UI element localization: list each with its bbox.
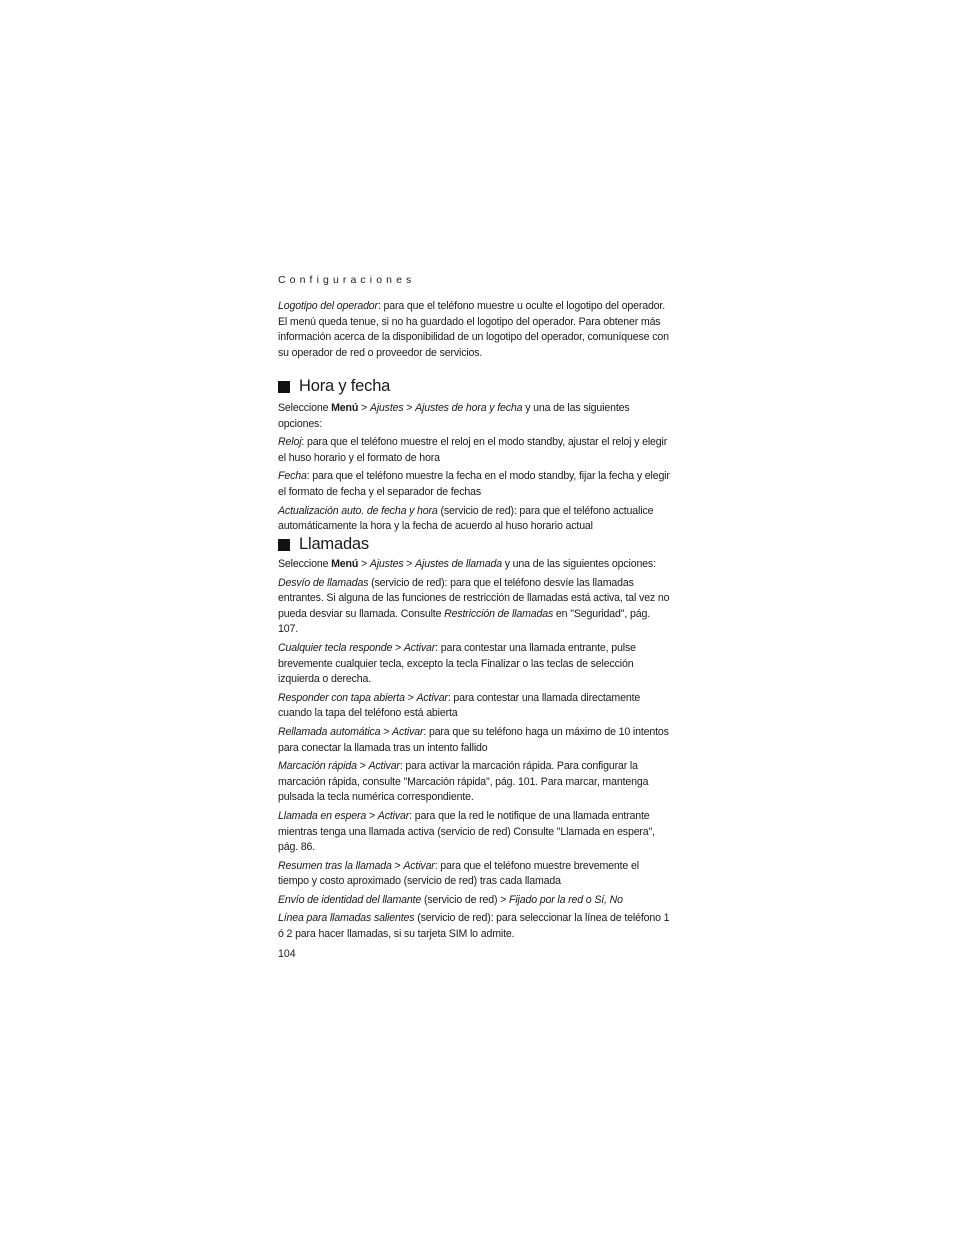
desvio-ref: Restricción de llamadas bbox=[444, 607, 554, 620]
hora-item-term: Actualización auto. de fecha y hora bbox=[278, 504, 438, 517]
llamadas-item-sep: > bbox=[380, 725, 393, 738]
llamadas-item-term2: Activar bbox=[403, 859, 435, 872]
llamadas-item-term2: Activar bbox=[403, 641, 436, 654]
hora-heading bbox=[278, 377, 390, 396]
hora-select-line bbox=[278, 401, 670, 432]
hora-sep1: > bbox=[358, 402, 370, 414]
desvio-text: (servicio de red): para que el teléfono desvíe las llamadas entrantes. Si alguna de las funciones de restricción de llamadas está activa, tal vez no pueda desviar su llamada. Consulte bbox=[278, 576, 670, 620]
llamadas-item-envio bbox=[278, 893, 670, 909]
llamadas-item-text: : para contestar una llamada directamente cuando la tapa del teléfono está abierta bbox=[278, 691, 641, 720]
llamadas-path1: Ajustes bbox=[369, 558, 404, 570]
hora-item-fecha bbox=[278, 469, 670, 500]
llamadas-item-term: Resumen tras la llamada bbox=[278, 859, 392, 872]
llamadas-item-text: : para activar la marcación rápida. Para configurar la marcación rápida, consulte "Marcación rápida", pág. 101. Para marcar, mantenga pulsada la tecla numérica correspondiente. bbox=[278, 760, 649, 804]
llamadas-item bbox=[278, 641, 670, 688]
llamadas-sep1: > bbox=[358, 558, 370, 570]
llamadas-item bbox=[278, 725, 670, 756]
hora-item-term: Fecha bbox=[278, 470, 307, 483]
llamadas-item-text: : para que la red le notifique de una llamada entrante mientras tenga una llamada activa (servicio de red) Consulte "Llamada en espera", pág. 86. bbox=[278, 809, 655, 854]
llamadas-item-sep: > bbox=[356, 760, 369, 773]
llamadas-item-term: Cualquier tecla responde bbox=[278, 641, 393, 654]
section-bullet-icon bbox=[278, 381, 290, 393]
envio-options: Fijado por la red o Sí, No bbox=[509, 893, 623, 906]
hora-section bbox=[278, 401, 670, 535]
llamadas-item-term: Llamada en espera bbox=[278, 809, 367, 822]
hora-sep2: > bbox=[403, 402, 416, 414]
llamadas-select-line bbox=[278, 557, 670, 573]
llamadas-item bbox=[278, 859, 670, 890]
llamadas-item-term2: Activar bbox=[392, 725, 424, 738]
llamadas-select-prefix: Seleccione bbox=[278, 558, 332, 570]
llamadas-title: Llamadas bbox=[299, 535, 369, 553]
llamadas-item-term2: Activar bbox=[377, 809, 410, 822]
hora-select-suffix: y una de las siguientes opciones: bbox=[278, 402, 630, 430]
section-bullet-icon bbox=[278, 539, 290, 551]
llamadas-select-suffix: y una de las siguientes opciones: bbox=[501, 558, 656, 570]
llamadas-item-text: : para contestar una llamada entrante, pulse brevemente cualquier tecla, excepto la tecla Finalizar o las teclas de selección izquierda o derecha. bbox=[278, 641, 636, 686]
intro-section bbox=[278, 299, 670, 361]
llamadas-heading bbox=[278, 535, 369, 554]
llamadas-item-sep: > bbox=[404, 691, 417, 704]
llamadas-sep2: > bbox=[403, 558, 416, 570]
hora-item-reloj bbox=[278, 435, 670, 466]
desvio-text2: en "Seguridad", pág. 107. bbox=[278, 607, 650, 636]
hora-select-prefix: Seleccione bbox=[278, 402, 332, 414]
linea-term: Línea para llamadas salientes bbox=[278, 912, 415, 925]
desvio-term: Desvío de llamadas bbox=[278, 576, 369, 589]
hora-item-text: (servicio de red): para que el teléfono actualice automáticamente la hora y la fecha de acuerdo al huso horario actual bbox=[278, 504, 654, 533]
llamadas-section bbox=[278, 557, 670, 943]
envio-text: (servicio de red) > bbox=[421, 893, 510, 906]
llamadas-item-sep: > bbox=[391, 859, 404, 872]
llamadas-path2: Ajustes de llamada bbox=[415, 558, 502, 570]
hora-path1: Ajustes bbox=[369, 402, 404, 414]
hora-item-actualizacion bbox=[278, 504, 670, 535]
hora-path2: Ajustes de hora y fecha bbox=[415, 402, 523, 414]
linea-text: (servicio de red): para seleccionar la línea de teléfono 1 ó 2 para hacer llamadas, si su tarjeta SIM lo admite. bbox=[278, 912, 670, 941]
llamadas-item-term2: Activar bbox=[416, 691, 448, 704]
llamadas-item-term: Marcación rápida bbox=[278, 760, 357, 773]
llamadas-item bbox=[278, 759, 670, 806]
hora-item-text: : para que el teléfono muestre el reloj en el modo standby, ajustar el reloj y elegir el huso horario y el formato de hora bbox=[278, 436, 668, 464]
hora-title: Hora y fecha bbox=[299, 377, 391, 395]
hora-item-term: Reloj bbox=[278, 436, 302, 449]
llamadas-item-term: Rellamada automática bbox=[278, 725, 381, 738]
llamadas-item-desvio bbox=[278, 576, 670, 638]
intro-paragraph bbox=[278, 299, 670, 361]
llamadas-item-term: Responder con tapa abierta bbox=[278, 691, 405, 704]
llamadas-item-sep: > bbox=[392, 641, 404, 654]
intro-term: Logotipo del operador bbox=[278, 300, 378, 312]
llamadas-item-text: : para que el teléfono muestre brevemente el tiempo y costo aproximado (servicio de red) tras cada llamada bbox=[278, 859, 639, 888]
intro-text: : para que el teléfono muestre u oculte el logotipo del operador. El menú queda tenue, si no ha guardado el logotipo del operador. Para obtener más información acerca de la disponibilidad de un logotipo del operador, comuníquese con su operador de red o proveedor de servicios. bbox=[278, 300, 669, 359]
llamadas-item bbox=[278, 691, 670, 722]
page-number: 104 bbox=[278, 948, 296, 960]
llamadas-item-text: : para que su teléfono haga un máximo de 10 intentos para conectar la llamada tras un intento fallido bbox=[278, 725, 669, 754]
running-head: Configuraciones bbox=[278, 274, 416, 286]
envio-term: Envío de identidad del llamante bbox=[278, 893, 422, 906]
hora-menu: Menú bbox=[331, 402, 359, 414]
llamadas-item bbox=[278, 809, 670, 856]
hora-item-text: : para que el teléfono muestre la fecha en el modo standby, fijar la fecha y elegir el formato de fecha y el separador de fechas bbox=[278, 470, 670, 498]
llamadas-item-term2: Activar bbox=[368, 760, 400, 773]
llamadas-item-sep: > bbox=[366, 809, 378, 822]
llamadas-item-linea bbox=[278, 911, 670, 942]
llamadas-menu: Menú bbox=[331, 558, 359, 570]
